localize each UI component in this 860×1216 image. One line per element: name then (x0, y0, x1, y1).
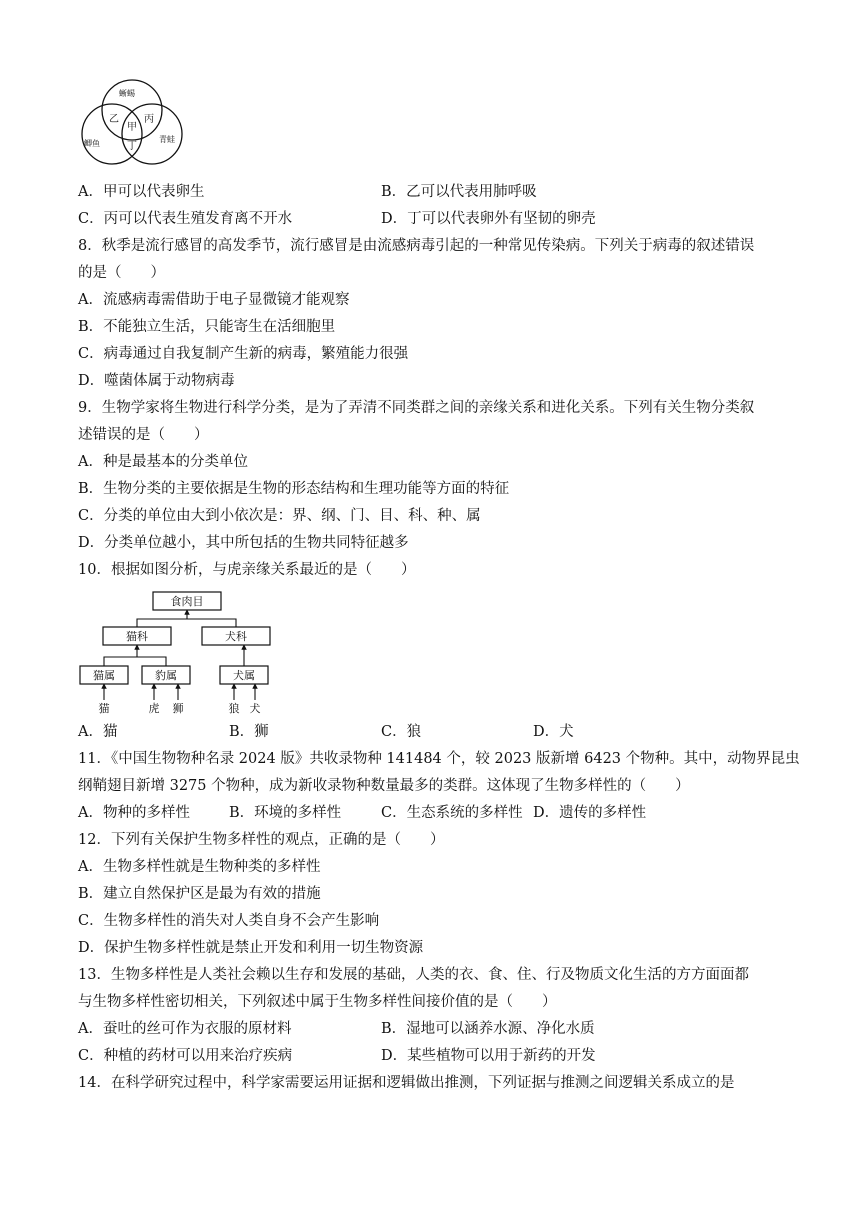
venn-label-frog: 青蛙 (159, 135, 175, 144)
q13-stem-line2: 与生物多样性密切相关，下列叙述中属于生物多样性间接价值的是（ ） (78, 994, 557, 1010)
venn-circle-carp (82, 104, 142, 164)
order-label: 食肉目 (170, 595, 204, 608)
venn-label-jia: 甲 (127, 122, 137, 133)
species-cat-label: 猫 (98, 702, 110, 715)
venn-label-carp: 鲫鱼 (84, 139, 100, 148)
genus-leopard-label: 豹属 (155, 669, 177, 682)
venn-label-ding: 丁 (127, 141, 137, 152)
q11-stem-line1: 11．《中国生物物种名录 2024 版》共收录物种 141484 个，较 2023 版新增 6423 个物种。其中，动物界昆虫 (78, 751, 800, 767)
connector-genus-cat-family (104, 657, 166, 666)
q10-option-c: C．狼 (381, 724, 422, 740)
q11-option-d: D．遗传的多样性 (533, 805, 647, 821)
q11-option-c: C．生态系统的多样性 (381, 805, 523, 821)
q10-option-b: B．狮 (229, 724, 269, 740)
q12-option-b: B．建立自然保护区是最为有效的措施 (78, 886, 321, 902)
q12-stem: 12．下列有关保护生物多样性的观点，正确的是（ ） (78, 832, 445, 848)
q8-stem-line1: 8．秋季是流行感冒的高发季节，流行感冒是由流感病毒引起的一种常见传染病。下列关于病毒的叙述错误 (78, 238, 755, 254)
q7-option-b: B．乙可以代表用肺呼吸 (381, 184, 537, 200)
q8-stem-line2: 的是（ ） (78, 265, 165, 281)
q7-option-d: D．丁可以代表卵外有坚韧的卵壳 (381, 211, 596, 227)
q9-stem-line2: 述错误的是（ ） (78, 427, 209, 443)
q13-option-b: B．湿地可以涵养水源、净化水质 (381, 1021, 595, 1037)
q10-option-a: A．猫 (78, 724, 118, 740)
q13-option-d: D．某些植物可以用于新药的开发 (381, 1048, 596, 1064)
q7-option-c: C．丙可以代表生殖发育离不开水 (78, 211, 293, 227)
q8-option-b: B．不能独立生活，只能寄生在活细胞里 (78, 319, 336, 335)
venn-label-yi: 乙 (109, 114, 119, 125)
q9-option-a: A．种是最基本的分类单位 (78, 454, 248, 470)
connector-family-order (137, 619, 236, 627)
q13-stem-line1: 13．生物多样性是人类社会赖以生存和发展的基础，人类的衣、食、住、行及物质文化生活的方方面面都 (78, 967, 749, 983)
q7-option-a: A．甲可以代表卵生 (78, 184, 205, 200)
q12-option-c: C．生物多样性的消失对人类自身不会产生影响 (78, 913, 380, 929)
species-dog-label: 犬 (249, 702, 261, 715)
q8-option-a: A．流感病毒需借助于电子显微镜才能观察 (78, 292, 350, 308)
classification-tree-diagram (78, 589, 278, 715)
q11-stem-line2: 纲鞘翅目新增 3275 个物种，成为新收录物种数量最多的类群。这体现了生物多样性的（ ） (78, 778, 690, 794)
venn-label-lizard: 蜥蜴 (119, 89, 135, 98)
genus-dog-label: 犬属 (233, 669, 255, 682)
family-dog-label: 犬科 (225, 630, 247, 643)
q8-option-c: C．病毒通过自我复制产生新的病毒，繁殖能力很强 (78, 346, 409, 362)
venn-label-bing: 丙 (144, 114, 154, 125)
q9-option-d: D．分类单位越小，其中所包括的生物共同特征越多 (78, 535, 409, 551)
q9-option-c: C．分类的单位由大到小依次是：界、纲、门、目、科、种、属 (78, 508, 481, 524)
species-wolf-label: 狼 (228, 702, 240, 715)
q13-option-c: C．种植的药材可以用来治疗疾病 (78, 1048, 293, 1064)
q11-option-b: B．环境的多样性 (229, 805, 342, 821)
venn-circle-frog (122, 104, 182, 164)
q10-option-d: D．犬 (533, 724, 574, 740)
q12-option-d: D．保护生物多样性就是禁止开发和利用一切生物资源 (78, 940, 424, 956)
q9-option-b: B．生物分类的主要依据是生物的形态结构和生理功能等方面的特征 (78, 481, 510, 497)
q12-option-a: A．生物多样性就是生物种类的多样性 (78, 859, 321, 875)
family-cat-label: 猫科 (126, 630, 148, 643)
q14-stem: 14．在科学研究过程中，科学家需要运用证据和逻辑做出推测，下列证据与推测之间逻辑关系成立的是 (78, 1075, 735, 1091)
species-lion-label: 狮 (172, 702, 184, 715)
species-tiger-label: 虎 (148, 702, 160, 715)
q9-stem-line1: 9．生物学家将生物进行科学分类，是为了弄清不同类群之间的亲缘关系和进化关系。下列有关生物分类叙 (78, 400, 755, 416)
q13-option-a: A．蚕吐的丝可作为衣服的原材料 (78, 1021, 292, 1037)
venn-diagram (76, 78, 188, 168)
q11-option-a: A．物种的多样性 (78, 805, 190, 821)
genus-cat-label: 猫属 (93, 669, 115, 682)
q8-option-d: D．噬菌体属于动物病毒 (78, 373, 235, 389)
q10-stem: 10．根据如图分析，与虎亲缘关系最近的是（ ） (78, 562, 416, 578)
